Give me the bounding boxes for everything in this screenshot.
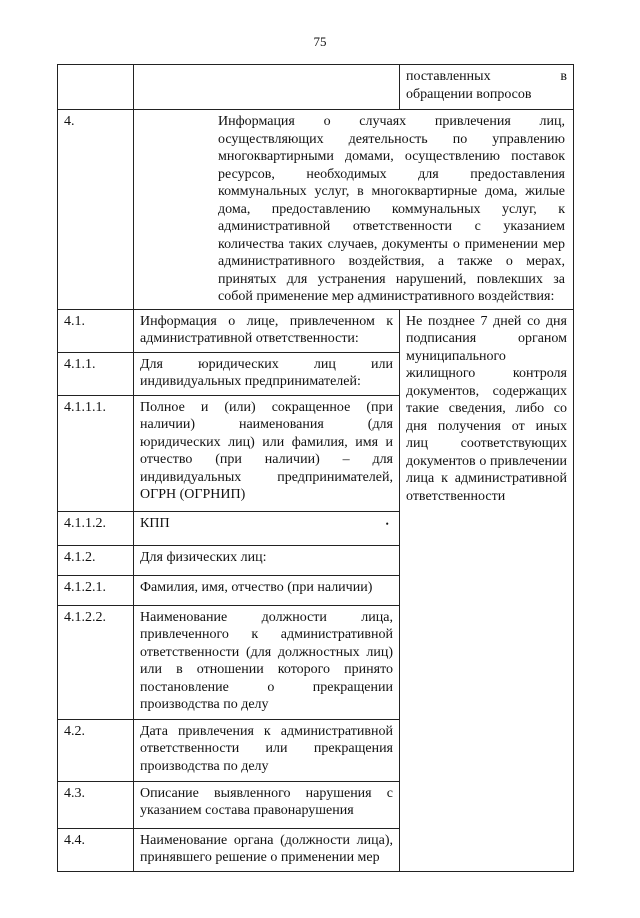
row-number-cell: 4.1. [58,309,134,352]
row-number-cell: 4. [58,110,134,310]
deadline-cell: Не позднее 7 дней со дня подписания органом муниципального жилищного контроля документов, содержащих такие сведения, либо со дня получения от иных лиц соответствующих документов о привлечении лица к административной ответственности [400,309,574,871]
deadline-cell-continued [400,65,574,110]
row-description-cell [134,65,400,110]
document-table [57,64,574,872]
row-description-cell: Для юридических лиц или индивидуальных предпринимателей: [134,352,400,395]
table-row [58,65,574,110]
row-number-cell: 4.2. [58,719,134,781]
row-description-cell: Фамилия, имя, отчество (при наличии) [134,575,400,605]
row-description-cell: Наименование органа (должности лица), принявшего решение о применении мер [134,828,400,871]
row-number-cell: 4.1.1.2. [58,511,134,545]
row-number-cell: 4.1.2.1. [58,575,134,605]
row-number-cell: 4.3. [58,781,134,828]
row-description-cell: Полное и (или) сокращенное (при наличии) наименования (для юридических лиц) или фамилия, имя и отчество (при наличии) – для индивидуальных предпринимателей, ОГРН (ОГРНИП) [134,395,400,511]
table-row [58,110,574,310]
row-description-cell: Дата привлечения к административной ответственности или прекращения производства по делу [134,719,400,781]
row-description-cell: Описание выявленного нарушения с указанием состава правонарушения [134,781,400,828]
section-heading-text: Информация о случаях привлечения лиц, осуществляющих деятельность по управлению многоквартирными домами, осуществлению поставок ресурсов, необходимых для предоставления коммунальных услуг, в многоквартирные дома, жилые дома, предоставлению коммунальных услуг, к административной ответственности с указанием количества таких случаев, документы о применении мер административного воздействия, а также о мерах, принятых для устранения нарушений, повлекших за собой применение мер административного воздействия: [218,114,565,304]
row-number-cell: 4.1.1. [58,352,134,395]
section-heading-cell [134,110,574,310]
row-number-cell: 4.1.2.2. [58,605,134,719]
deadline-continued-line: обращении вопросов [406,86,532,102]
row-description-cell: Наименование должности лица, привлеченного к административной ответственности (для должностных лиц) или в отношении которого принято постановление о прекращении производства по делу [134,605,400,719]
row-number-cell: 4.1.1.1. [58,395,134,511]
row-description-cell: Для физических лиц: [134,545,400,575]
row-description-cell: Информация о лице, привлеченном к административной ответственности: [134,309,400,352]
row-number-cell: 4.1.2. [58,545,134,575]
row-number-cell [58,65,134,110]
deadline-continued-line: поставленных в [406,69,567,84]
row-description-cell [134,511,400,545]
table-row [58,309,574,352]
kpp-label: КПП [140,515,170,531]
page-number: 75 [313,34,327,49]
bullet-mark: • [385,518,389,529]
row-number-cell: 4.4. [58,828,134,871]
